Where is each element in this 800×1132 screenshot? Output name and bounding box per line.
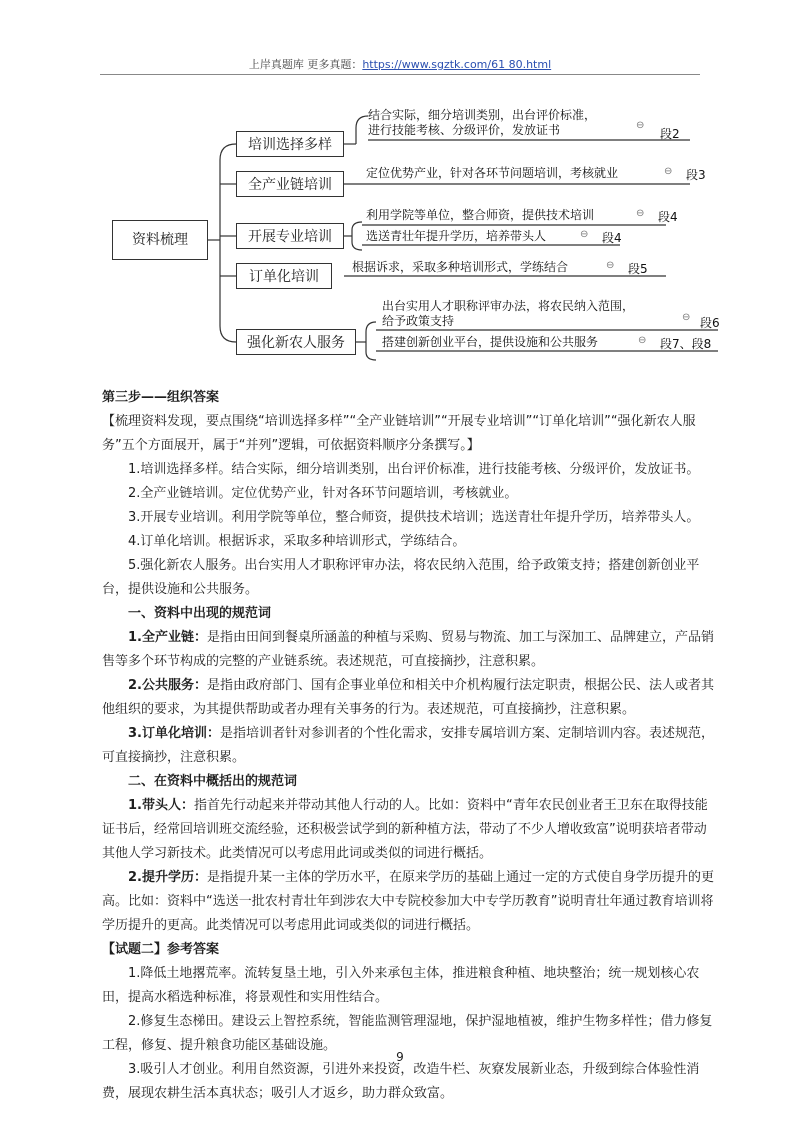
term-name: 1.带头人：: [128, 798, 194, 813]
mindmap-root: 资料梳理: [112, 220, 208, 260]
exam2-item: 1.降低土地撂荒率。流转复垦土地，引入外来承包主体，推进粮食种植、地块整治；统一规划核心农田，提高水稻选种标准，将景观性和实用性结合。: [102, 966, 700, 1005]
answer-item: 3.开展专业培训。利用学院等单位，整合师资，提供技术培训；选送青壮年提升学历，培养带头人。: [128, 510, 700, 525]
leaf-tag: 段7、段8: [660, 337, 712, 351]
leaf-tag: 段6: [700, 316, 720, 330]
term-name: 1.全产业链：: [128, 630, 207, 645]
term-name: 3.订单化培训：: [128, 726, 220, 741]
term-name: 2.公共服务：: [128, 678, 207, 693]
term-item: [102, 794, 718, 866]
leaf-text: 进行技能考核、分级评价，发放证书: [368, 123, 561, 137]
circle-icon: ⊖: [664, 166, 673, 177]
circle-icon: ⊖: [636, 120, 645, 131]
term-item: [102, 866, 718, 938]
section2-title: 二、在资料中概括出的规范词: [128, 774, 298, 789]
mind-map: [0, 100, 800, 370]
circle-icon: ⊖: [682, 312, 691, 323]
branch-training-options: 培训选择多样: [236, 131, 344, 157]
leaf-text: 定位优势产业，针对各环节问题培训，考核就业: [366, 166, 619, 180]
term-desc: 指首先行动起来并带动其他人行动的人。比如：资料中“青年农民创业者王卫东在取得技能证书后，经常回培训班交流经验，还积极尝试学到的新种植方法，带动了不少人增收致富”说明获培者带动其他人学习新技术。此类情况可以考虑用此词或类似的词进行概括。: [102, 798, 708, 861]
leaf-tag: 段5: [628, 262, 648, 276]
branch-full-chain-training: 全产业链培训: [236, 171, 344, 197]
document-body: [102, 386, 718, 1106]
leaf-text: 根据诉求，采取多种培训形式，学练结合: [352, 260, 569, 274]
circle-icon: ⊖: [636, 208, 645, 219]
leaf-tag: 段4: [658, 210, 678, 224]
exam2-title: 【试题二】参考答案: [102, 942, 220, 957]
header-divider: [100, 74, 700, 75]
term-desc: 是指培训者针对参训者的个性化需求，安排专属培训方案、定制培训内容。表述规范，可直接摘抄，注意积累。: [102, 726, 714, 765]
leaf-text: 给予政策支持: [382, 314, 455, 328]
header-text: 上岸真题库 更多真题：: [248, 58, 363, 71]
branch-order-training: 订单化培训: [236, 263, 332, 289]
circle-icon: ⊖: [638, 335, 647, 346]
term-desc: 是指由田间到餐桌所涵盖的种植与采购、贸易与物流、加工与深加工、品牌建立，产品销售等多个环节构成的完整的产业链系统。表述规范，可直接摘抄，注意积累。: [102, 630, 714, 669]
exam2-item: 3.吸引人才创业。利用自然资源，引进外来投资，改造牛栏、灰寮发展新业态，升级到综合体验性消费，展现农耕生活本真状态；吸引人才返乡，助力群众致富。: [102, 1062, 700, 1101]
answer-item: 2.全产业链培训。定位优势产业，针对各环节问题培训，考核就业。: [128, 486, 518, 501]
circle-icon: ⊖: [580, 229, 589, 240]
answer-item: 5.强化新农人服务。出台实用人才职称评审办法，将农民纳入范围，给予政策支持；搭建创新创业平台，提供设施和公共服务。: [102, 558, 700, 597]
term-item: [102, 674, 718, 722]
circle-icon: ⊖: [606, 260, 615, 271]
page-number: 9: [396, 1050, 404, 1064]
leaf-text: 选送青壮年提升学历，培养带头人: [366, 229, 547, 243]
page-header: [0, 56, 800, 72]
leaf-text: 利用学院等单位，整合师资，提供技术培训: [366, 208, 595, 222]
leaf-text: 结合实际，细分培训类别，出台评价标准，: [368, 108, 597, 122]
answer-item: 1.培训选择多样。结合实际，细分培训类别，出台评价标准，进行技能考核、分级评价，发放证书。: [128, 462, 700, 477]
term-desc: 是指提升某一主体的学历水平，在原来学历的基础上通过一定的方式使自身学历提升的更高。比如：资料中“选送一批农村青壮年到涉农大中专院校参加大中专学历教育”说明青壮年通过教育培训将学历提升的更高。此类情况可以考虑用此词或类似的词进行概括。: [102, 870, 714, 933]
branch-professional-training: 开展专业培训: [236, 223, 344, 249]
exam2-item: 2.修复生态梯田。建设云上智控系统，智能监测管理湿地，保护湿地植被，维护生物多样性；借力修复工程，修复、提升粮食功能区基础设施。: [102, 1014, 713, 1053]
section1-title: 一、资料中出现的规范词: [128, 606, 272, 621]
term-name: 2.提升学历：: [128, 870, 207, 885]
answer-item: 4.订单化培训。根据诉求，采取多种培训形式，学练结合。: [128, 534, 466, 549]
term-item: [102, 722, 718, 770]
term-item: [102, 626, 718, 674]
leaf-tag: 段3: [686, 168, 706, 182]
leaf-tag: 段4: [602, 231, 622, 245]
intro-paragraph: 【梳理资料发现，要点围绕“培训选择多样”“全产业链培训”“开展专业培训”“订单化培训”“强化新农人服务”五个方面展开，属于“并列”逻辑，可依据资料顺序分条撰写。】: [102, 414, 696, 453]
header-link[interactable]: https://www.sgztk.com/61 80.html: [362, 58, 552, 71]
step3-title: 第三步——组织答案: [102, 390, 220, 405]
branch-new-farmer-service: 强化新农人服务: [236, 329, 356, 355]
leaf-text: 出台实用人才职称评审办法，将农民纳入范围，: [382, 299, 635, 313]
leaf-text: 搭建创新创业平台，提供设施和公共服务: [382, 335, 599, 349]
term-desc: 是指由政府部门、国有企事业单位和相关中介机构履行法定职责，根据公民、法人或者其他组织的要求，为其提供帮助或者办理有关事务的行为。表述规范，可直接摘抄，注意积累。: [102, 678, 714, 717]
leaf-tag: 段2: [660, 127, 680, 141]
